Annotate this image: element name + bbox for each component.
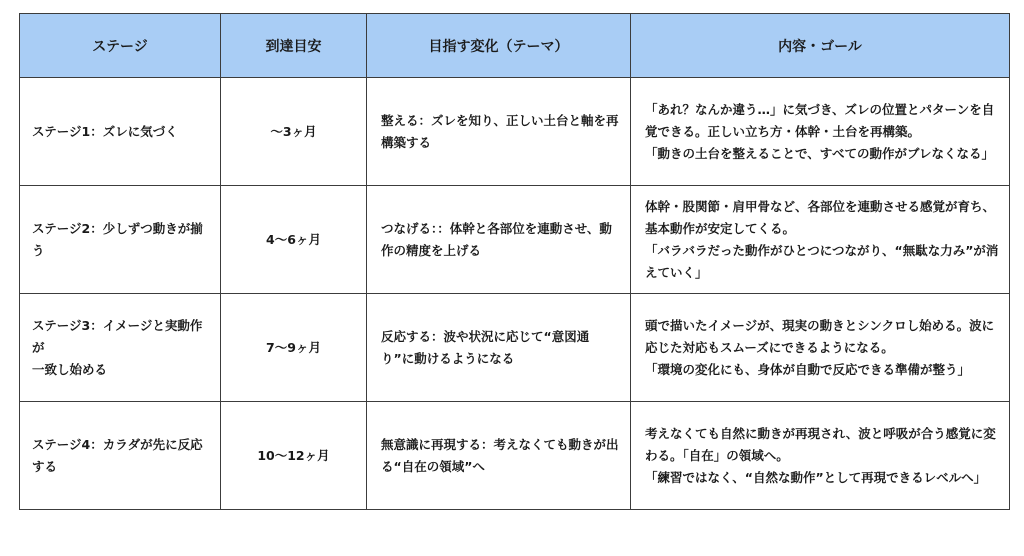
content-quote: 「バラバラだった動作がひとつにつながり、“無駄な力み”が消えていく」 bbox=[645, 242, 999, 280]
content-description: 頭で描いたイメージが、現実の動きとシンクロし始める。波に応じた対応もスムーズにできるようになる。 bbox=[645, 317, 995, 355]
roadmap-table bbox=[19, 13, 1010, 510]
duration-cell: 10〜12ヶ月 bbox=[221, 402, 367, 510]
content-quote: 「環境の変化にも、身体が自動で反応できる準備が整う」 bbox=[645, 361, 971, 377]
stage-cell: ステージ1：ズレに気づく bbox=[20, 78, 221, 186]
duration-cell: 〜3ヶ月 bbox=[221, 78, 367, 186]
header-stage: ステージ bbox=[20, 14, 221, 78]
theme-cell: 反応する：波や状況に応じて“意図通り”に動けるようになる bbox=[367, 294, 631, 402]
stage-cell: ステージ4：カラダが先に反応する bbox=[20, 402, 221, 510]
header-duration: 到達目安 bbox=[221, 14, 367, 78]
duration-cell: 7〜9ヶ月 bbox=[221, 294, 367, 402]
content-cell bbox=[631, 78, 1010, 186]
content-cell bbox=[631, 294, 1010, 402]
content-cell bbox=[631, 402, 1010, 510]
content-description: 考えなくても自然に動きが再現され、波と呼吸が合う感覚に変わる。「自在」の領域へ。 bbox=[645, 425, 996, 463]
roadmap-table-container bbox=[19, 13, 1010, 510]
content-quote: 「動きの土台を整えることで、すべての動作がブレなくなる」 bbox=[645, 145, 995, 161]
table-row bbox=[20, 78, 1010, 186]
content-quote: 「練習ではなく、“自然な動作”として再現できるレベルへ」 bbox=[645, 469, 987, 485]
table-row bbox=[20, 294, 1010, 402]
header-row bbox=[20, 14, 1010, 78]
stage-cell: ステージ2：少しずつ動きが揃う bbox=[20, 186, 221, 294]
content-description: 「あれ？なんか違う…」に気づき、ズレの位置とパターンを自覚できる。正しい立ち方・体幹・土台を再構築。 bbox=[645, 101, 995, 139]
theme-cell: 無意識に再現する：考えなくても動きが出る“自在の領域”へ bbox=[367, 402, 631, 510]
duration-cell: 4〜6ヶ月 bbox=[221, 186, 367, 294]
stage-cell: ステージ3：イメージと実動作が 一致し始める bbox=[20, 294, 221, 402]
header-content: 内容・ゴール bbox=[631, 14, 1010, 78]
table-row bbox=[20, 186, 1010, 294]
theme-cell: つなげる：：体幹と各部位を連動させ、動作の精度を上げる bbox=[367, 186, 631, 294]
header-theme: 目指す変化（テーマ） bbox=[367, 14, 631, 78]
content-cell bbox=[631, 186, 1010, 294]
content-description: 体幹・股関節・肩甲骨など、各部位を連動させる感覚が育ち、基本動作が安定してくる。 bbox=[645, 198, 996, 236]
table-row bbox=[20, 402, 1010, 510]
theme-cell: 整える：ズレを知り、正しい土台と軸を再構築する bbox=[367, 78, 631, 186]
